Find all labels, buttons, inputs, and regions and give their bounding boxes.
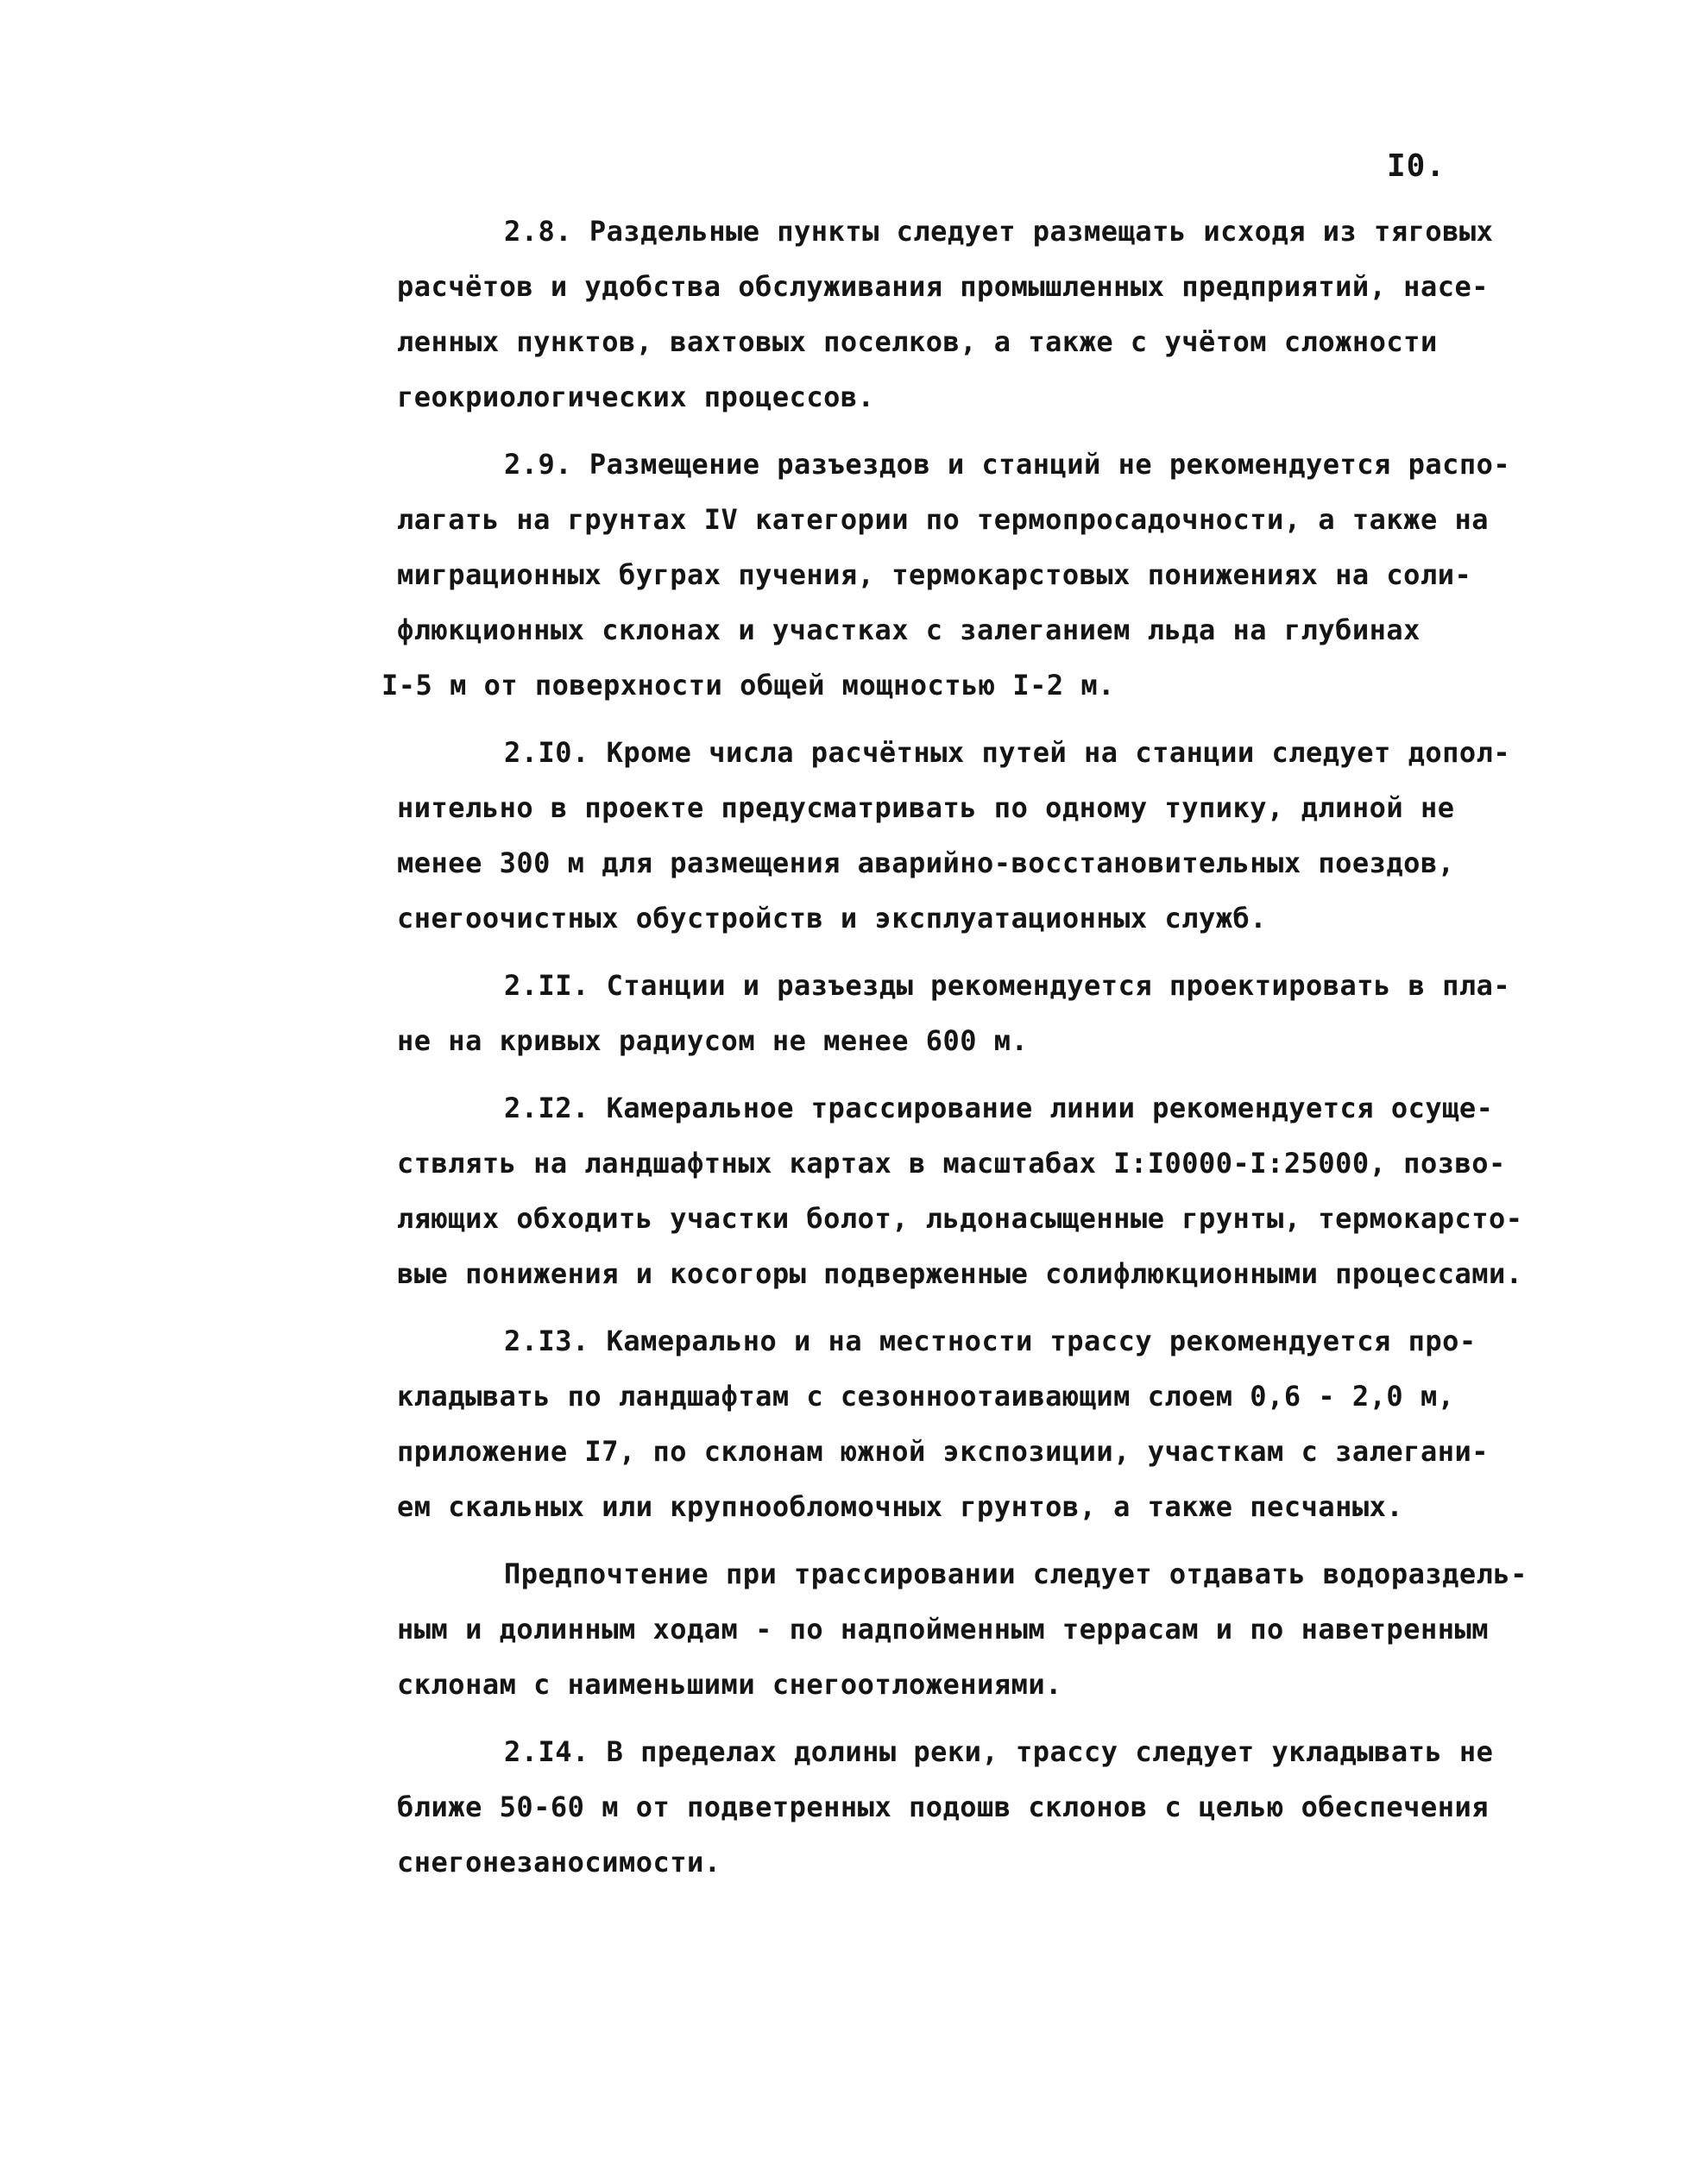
paragraph-2-9-line-1: 2.9. Размещение разъездов и станций не рекомендуется распо- bbox=[504, 448, 1511, 481]
paragraph-2-8-line-3: ленных пунктов, вахтовых поселков, а также с учётом сложности bbox=[397, 325, 1438, 358]
paragraph-2-9-line-5: I-5 м от поверхности общей мощностью I-2 м. bbox=[381, 669, 1115, 702]
paragraph-2-8-line-4: геокриологических процессов. bbox=[397, 381, 875, 413]
paragraph-2-14-line-3: снегонезаносимости. bbox=[397, 1846, 721, 1879]
paragraph-2-13-line-3: приложение I7, по склонам южной экспозиции, участкам с залегани- bbox=[397, 1435, 1489, 1468]
paragraph-2-8-line-2: расчётов и удобства обслуживания промышленных предприятий, насе- bbox=[397, 270, 1489, 303]
paragraph-2-14-line-1: 2.I4. В пределах долины реки, трассу следует укладывать не bbox=[504, 1735, 1494, 1768]
paragraph-2-13-line-4: ем скальных или крупнообломочных грунтов, а также песчаных. bbox=[397, 1490, 1404, 1523]
paragraph-2-12-line-3: ляющих обходить участки болот, льдонасыщенные грунты, термокарсто- bbox=[397, 1202, 1523, 1235]
paragraph-preference-line-3: склонам с наименьшими снегоотложениями. bbox=[397, 1668, 1062, 1701]
paragraph-2-10-line-2: нительно в проекте предусматривать по одному тупику, длиной не bbox=[397, 791, 1455, 824]
page-number: I0. bbox=[1387, 148, 1446, 184]
paragraph-2-9-line-3: миграционных буграх пучения, термокарстовых понижениях на соли- bbox=[397, 558, 1472, 591]
paragraph-2-13-line-1: 2.I3. Камерально и на местности трассу рекомендуется про- bbox=[504, 1325, 1477, 1357]
paragraph-2-8-line-1: 2.8. Раздельные пункты следует размещать исходя из тяговых bbox=[504, 215, 1494, 248]
paragraph-2-11-line-2: не на кривых радиусом не менее 600 м. bbox=[397, 1024, 1029, 1057]
paragraph-2-9-line-4: флюкционных склонах и участках с залеганием льда на глубинах bbox=[397, 614, 1421, 646]
paragraph-2-10-line-1: 2.I0. Кроме числа расчётных путей на станции следует допол- bbox=[504, 736, 1511, 769]
paragraph-2-12-line-4: вые понижения и косогоры подверженные солифлюкционными процессами. bbox=[397, 1257, 1523, 1290]
paragraph-2-10-line-4: снегоочистных обустройств и эксплуатационных служб. bbox=[397, 902, 1268, 935]
paragraph-2-14-line-2: ближе 50-60 м от подветренных подошв склонов с целью обеспечения bbox=[397, 1791, 1489, 1823]
paragraph-preference-line-2: ным и долинным ходам - по надпойменным террасам и по наветренным bbox=[397, 1613, 1489, 1646]
paragraph-2-9-line-2: лагать на грунтах IV категории по термопросадочности, а также на bbox=[397, 503, 1489, 536]
paragraph-2-11-line-1: 2.II. Станции и разъезды рекомендуется проектировать в пла- bbox=[504, 969, 1511, 1002]
paragraph-2-12-line-1: 2.I2. Камеральное трассирование линии рекомендуется осуще- bbox=[504, 1092, 1494, 1124]
paragraph-2-10-line-3: менее 300 м для размещения аварийно-восстановительных поездов, bbox=[397, 847, 1455, 879]
paragraph-2-13-line-2: кладывать по ландшафтам с сезонноотаивающим слоем 0,6 - 2,0 м, bbox=[397, 1380, 1455, 1413]
paragraph-2-12-line-2: ствлять на ландшафтных картах в масштабах I:I0000-I:25000, позво- bbox=[397, 1147, 1506, 1180]
paragraph-preference-line-1: Предпочтение при трассировании следует отдавать водораздель- bbox=[504, 1558, 1528, 1590]
